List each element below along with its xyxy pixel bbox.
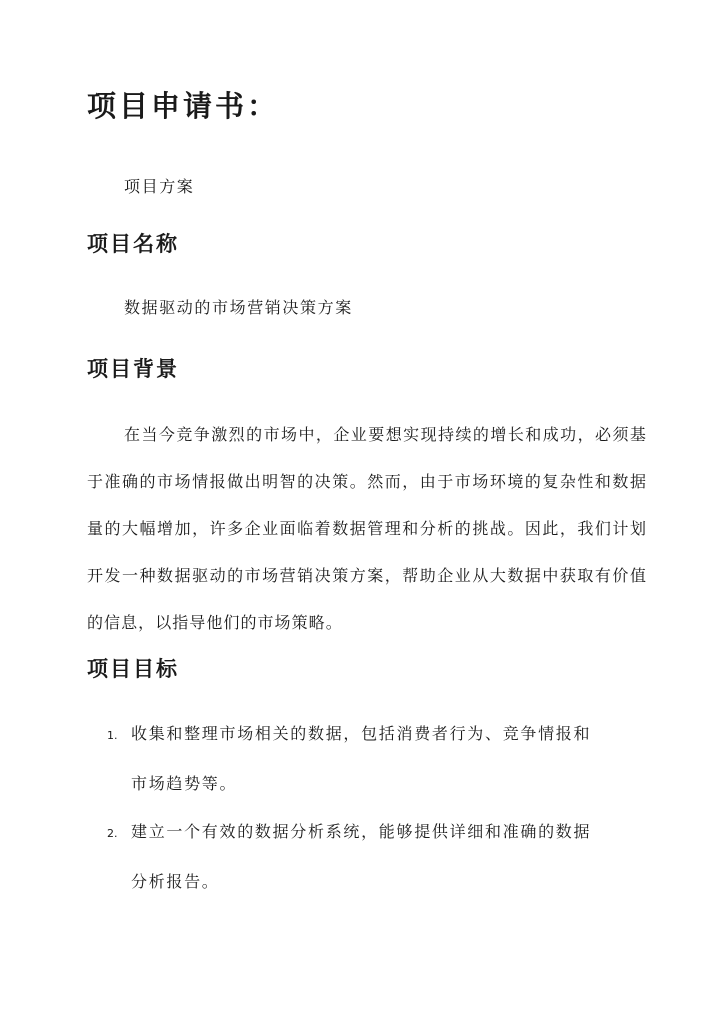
section-heading-background: 项目背景 — [87, 357, 179, 381]
goal-item — [107, 710, 627, 808]
goal-item-number: 2. — [107, 827, 118, 840]
document-title: 项目申请书： — [87, 89, 280, 123]
section-heading-goals: 项目目标 — [87, 657, 179, 681]
project-name-text: 数据驱动的市场营销决策方案 — [124, 298, 353, 317]
goal-item-text: 建立一个有效的数据分析系统，能够提供详细和准确的数据 — [131, 822, 592, 841]
plan-label: 项目方案 — [124, 177, 195, 196]
section-heading-name: 项目名称 — [87, 232, 179, 256]
background-paragraph: 在当今竞争激烈的市场中，企业要想实现持续的增长和成功，必须基于准确的市场情报做出明智的决策。然而，由于市场环境的复杂性和数据量的大幅增加，许多企业面临着数据管理和分析的挑战。因此，我们计划开发一种数据驱动的市场营销决策方案，帮助企业从大数据中获取有价值的信息，以指导他们的市场策略。 — [87, 425, 647, 632]
goal-item-text-continued: 分析报告。 — [131, 872, 220, 891]
goal-item-number: 1. — [107, 729, 118, 742]
goal-item-text: 收集和整理市场相关的数据，包括消费者行为、竞争情报和 — [131, 724, 592, 743]
goal-item-text-continued: 市场趋势等。 — [131, 774, 238, 793]
goal-item — [107, 808, 627, 906]
